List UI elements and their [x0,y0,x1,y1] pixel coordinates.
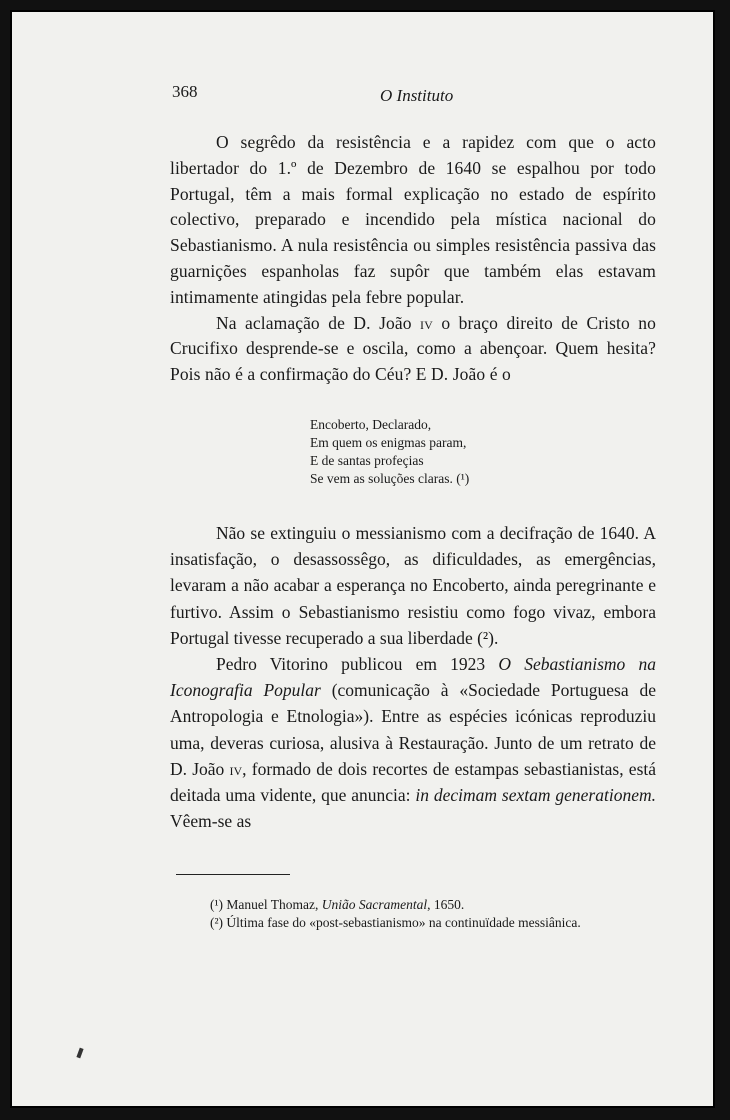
scanned-page [10,10,715,1108]
paragraph [170,311,656,388]
footnote-ref: (¹) [456,471,470,486]
paragraph [170,520,656,651]
footnote [188,896,654,914]
footnote-mark: (²) [210,914,224,930]
verse-quote [310,416,570,488]
paragraph-text: Na aclamação de D. João [216,312,421,333]
running-title: O Instituto [380,86,454,105]
verse-line [310,470,570,488]
paragraph-text: Vêem-se as [170,811,252,832]
main-text-bottom [170,520,656,834]
book-title: O Sebastianismo na Iconografia Popular [170,654,656,701]
footnote-divider [176,874,290,875]
roman-numeral: iv [420,312,433,333]
main-text-top [170,130,656,388]
paragraph-text: , formado de dois recortes de estampas sebastianistas, está deitada uma vidente, que anuncia: [170,758,657,806]
footnote-ref: (²) [477,627,495,648]
footnote-text: , 1650. [427,897,465,912]
paragraph-text: . [494,627,499,648]
verse-line: Encoberto, Declarado, [310,417,432,432]
verse-line: Em quem os enigmas param, [310,435,467,450]
paragraph-text: Não se extinguiu o messianismo com a decifração de 1640. A insatisfação, o desassossêgo, as dificuldades, as emergências, levaram a não acabar a esperança no Encoberto, ainda peregrinante e furtivo. Assim o Sebastianismo resistiu como fogo vivaz, embora Portugal tivesse recuperado a sua liberdade [170,523,656,648]
footnote-text: Última fase do «post-sebastianismo» na continuïdade messiânica. [226,914,581,930]
paragraph [170,130,656,311]
footnote-text: Manuel Thomaz, [226,897,322,912]
verse-line-text: Se vem as soluções claras. [310,471,453,486]
page-number: 368 [172,82,198,101]
latin-quote: in decimam sextam generationem. [415,785,656,806]
running-header [172,82,612,104]
paragraph [170,651,656,834]
stray-ink-mark [76,1048,83,1059]
footnotes [188,896,654,931]
footnote-mark: (¹) [210,897,224,912]
paragraph-text: Pedro Vitorino publicou em 1923 [216,654,499,675]
verse-line: E de santas profeçias [310,453,424,468]
footnote-title: União Sacramental [321,897,428,912]
footnote [188,914,654,932]
roman-numeral: iv [229,758,243,779]
paragraph-text: o braço direito de Cristo no Crucifixo desprende-se e oscila, como a abençoar. Quem hesita? Pois não é a confirmação do Céu? E D. João é o [170,312,656,385]
paragraph-text: (comunicação à «Sociedade Portuguesa de Antropologia e Etnologia»). Entre as espécies icónicas reproduziu uma, deveras curiosa, alusiva à Restauração. Junto de um retrato de D. João [170,680,656,779]
paragraph-text: O segrêdo da resistência e a rapidez com que o acto libertador do 1.º de Dezembro de 1640 se espalhou por todo Portugal, têm a mais formal explicação no estado de espírito colectivo, preparado e incendido pela mística nacional do Sebastianismo. A nula resistência ou simples resistência passiva das guarnições espanholas faz supôr que também elas estavam intimamente atingidas pela febre popular. [170,132,656,307]
